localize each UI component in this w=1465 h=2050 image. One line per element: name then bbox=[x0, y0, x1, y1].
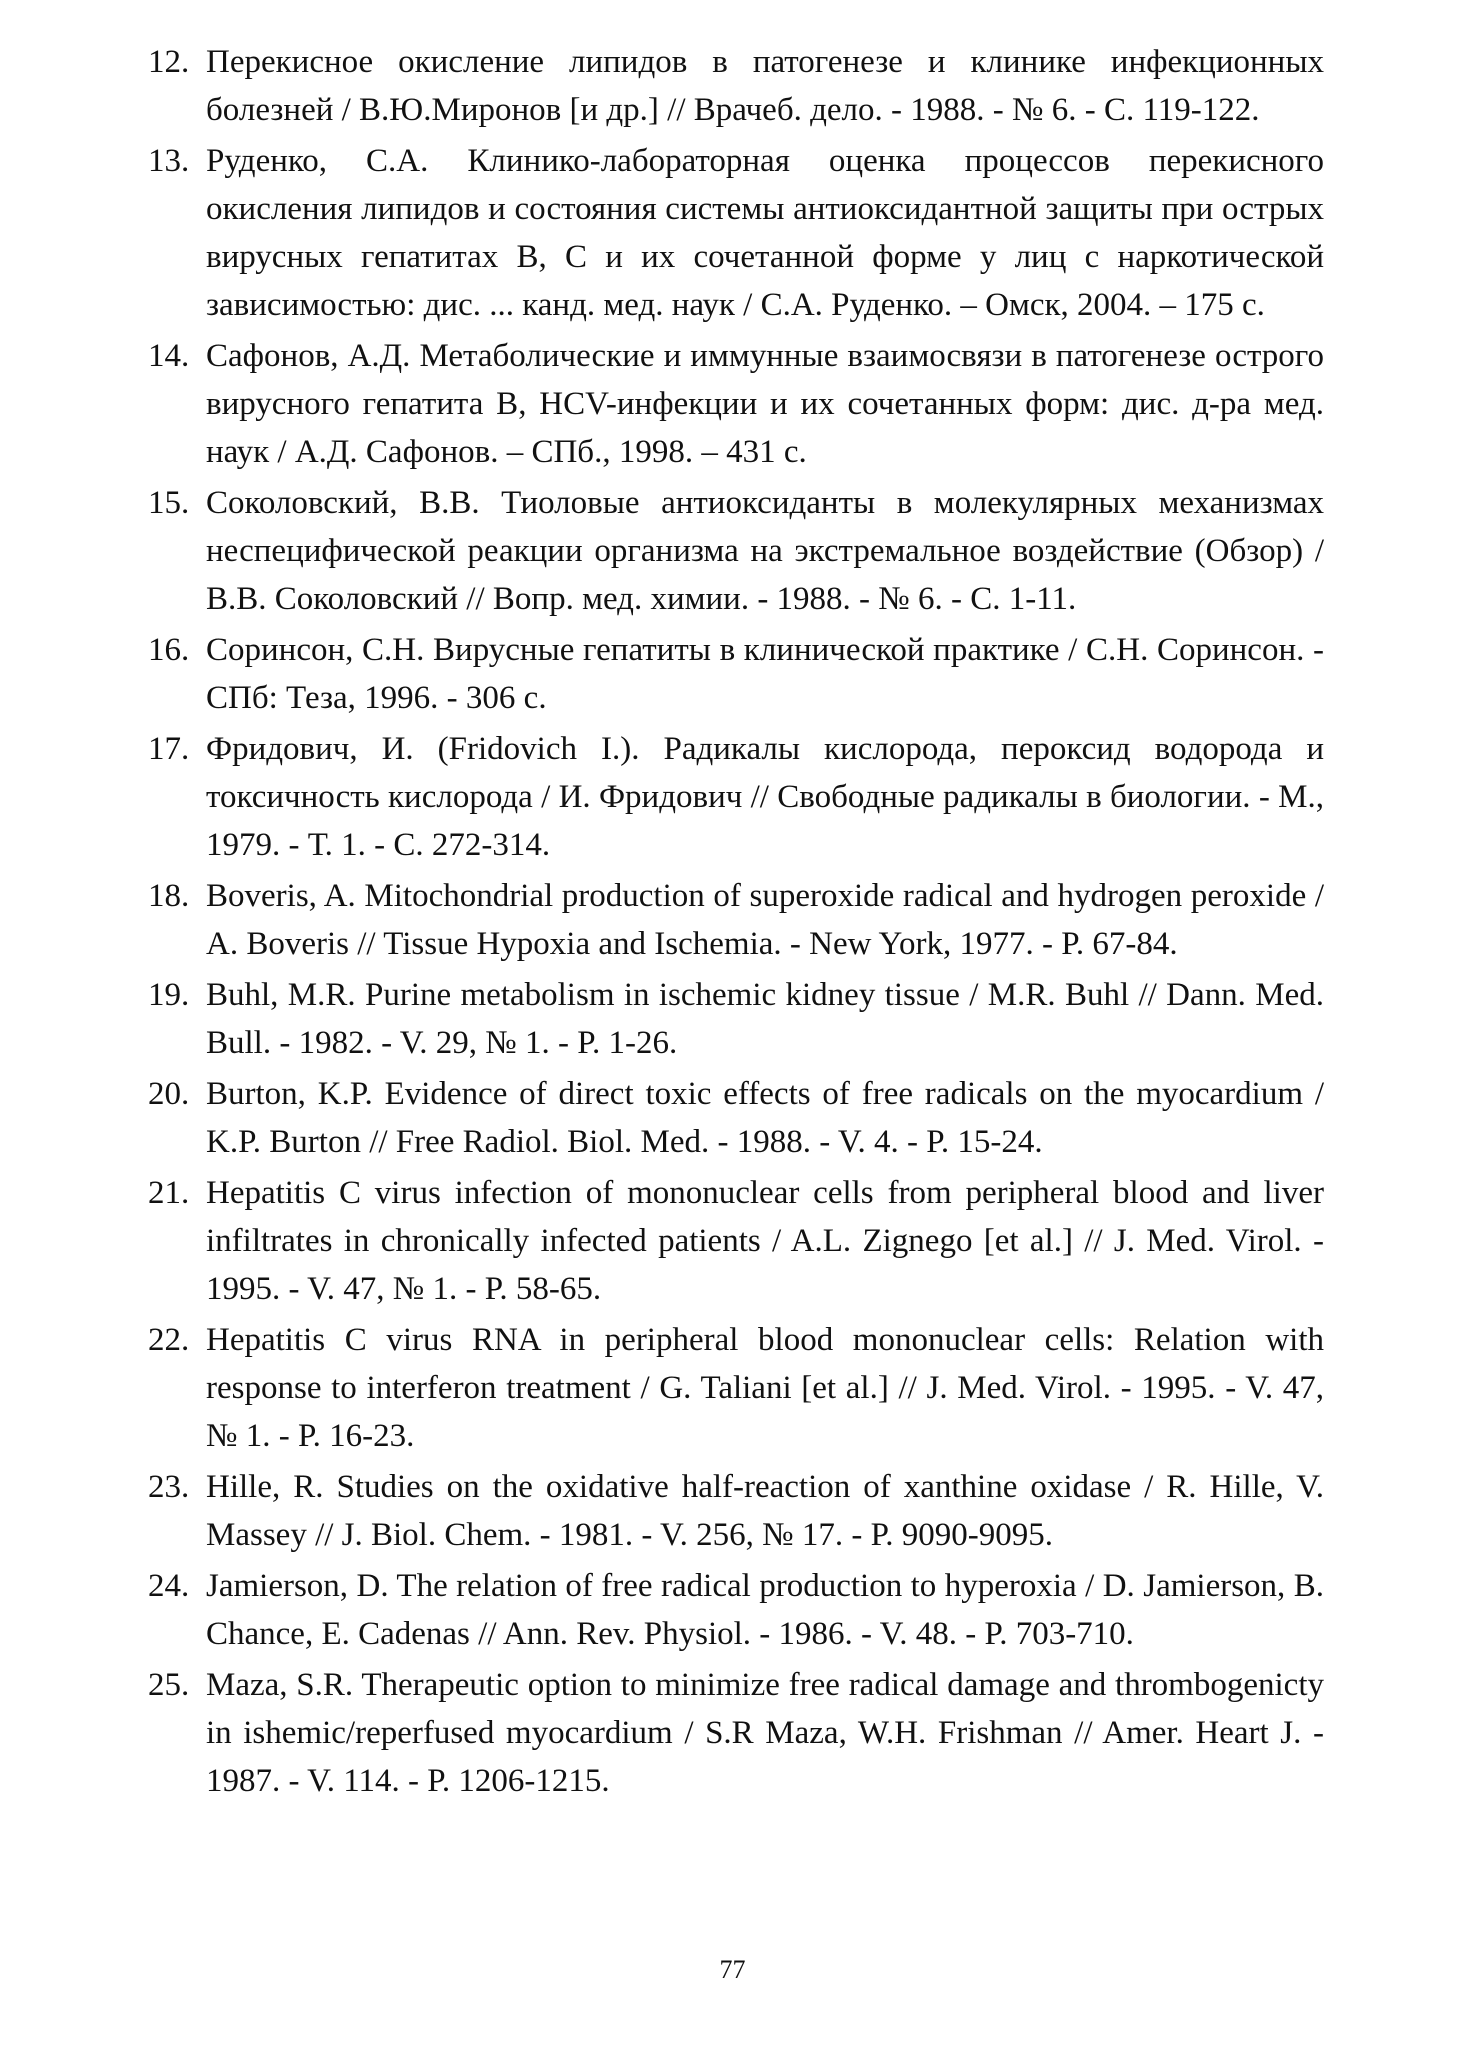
reference-text: Hepatitis C virus RNA in peripheral blood mononuclear cells: Relation with response to interferon treatment / G. Taliani [et al.] // J. Med. Virol. - 1995. - V. 47, № 1. - P. 16-23. bbox=[206, 1322, 1324, 1454]
reference-text: Maza, S.R. Therapeutic option to minimize free radical damage and thrombogenicty in ishemic/reperfused myocardium / S.R Maza, W.H. Frishman // Amer. Heart J. - 1987. - V. 114. - P. 1206-1215. bbox=[206, 1667, 1324, 1799]
reference-item-22 bbox=[148, 1316, 1324, 1460]
reference-text: Соколовский, В.В. Тиоловые антиоксиданты в молекулярных механизмах неспецифической реакции организма на экстремальное воздействие (Обзор) / В.В. Соколовский // Вопр. мед. химии. - 1988. - № 6. - С. 1-11. bbox=[206, 485, 1324, 617]
reference-text: Соринсон, С.Н. Вирусные гепатиты в клинической практике / С.Н. Соринсон. - СПб: Теза, 1996. - 306 с. bbox=[206, 632, 1324, 716]
reference-text: Boveris, A. Mitochondrial production of superoxide radical and hydrogen peroxide / A. Boveris // Tissue Hypoxia and Ischemia. - New York, 1977. - P. 67-84. bbox=[206, 878, 1324, 962]
reference-item-15 bbox=[148, 479, 1324, 623]
reference-number: 24. bbox=[148, 1568, 190, 1604]
reference-text: Сафонов, А.Д. Метаболические и иммунные взаимосвязи в патогенезе острого вирусного гепатита В, HCV-инфекции и их сочетанных форм: дис. д-ра мед. наук / А.Д. Сафонов. – СПб., 1998. – 431 с. bbox=[206, 338, 1324, 470]
reference-item-20 bbox=[148, 1070, 1324, 1166]
reference-text: Buhl, M.R. Purine metabolism in ischemic kidney tissue / M.R. Buhl // Dann. Med. Bull. - 1982. - V. 29, № 1. - P. 1-26. bbox=[206, 977, 1324, 1061]
reference-item-13 bbox=[148, 137, 1324, 329]
reference-item-19 bbox=[148, 971, 1324, 1067]
reference-item-12 bbox=[148, 38, 1324, 134]
page-number: 77 bbox=[719, 1955, 746, 1984]
reference-item-17 bbox=[148, 725, 1324, 869]
reference-number: 13. bbox=[148, 143, 190, 179]
reference-item-23 bbox=[148, 1463, 1324, 1559]
reference-number: 20. bbox=[148, 1076, 190, 1112]
reference-number: 14. bbox=[148, 338, 190, 374]
reference-text: Burton, K.P. Evidence of direct toxic effects of free radicals on the myocardium / K.P. Burton // Free Radiol. Biol. Med. - 1988. - V. 4. - P. 15-24. bbox=[206, 1076, 1324, 1160]
reference-item-18 bbox=[148, 872, 1324, 968]
reference-text: Руденко, С.А. Клинико-лабораторная оценка процессов перекисного окисления липидов и состояния системы антиоксидантной защиты при острых вирусных гепатитах В, С и их сочетанной форме у лиц с наркотической зависимостью: дис. ... канд. мед. наук / С.А. Руденко. – Омск, 2004. – 175 с. bbox=[206, 143, 1324, 323]
reference-text: Hepatitis C virus infection of mononuclear cells from peripheral blood and liver infiltrates in chronically infected patients / A.L. Zignego [et al.] // J. Med. Virol. - 1995. - V. 47, № 1. - P. 58-65. bbox=[206, 1175, 1324, 1307]
reference-item-25 bbox=[148, 1661, 1324, 1805]
reference-text: Фридович, И. (Fridovich I.). Радикалы кислорода, пероксид водорода и токсичность кислорода / И. Фридович // Свободные радикалы в биологии. - М., 1979. - Т. 1. - С. 272-314. bbox=[206, 731, 1324, 863]
reference-number: 15. bbox=[148, 485, 190, 521]
reference-number: 12. bbox=[148, 44, 190, 80]
reference-number: 17. bbox=[148, 731, 190, 767]
reference-item-16 bbox=[148, 626, 1324, 722]
reference-number: 22. bbox=[148, 1322, 190, 1358]
reference-number: 18. bbox=[148, 878, 190, 914]
reference-number: 16. bbox=[148, 632, 190, 668]
reference-number: 19. bbox=[148, 977, 190, 1013]
reference-number: 21. bbox=[148, 1175, 190, 1211]
reference-text: Jamierson, D. The relation of free radical production to hyperoxia / D. Jamierson, B. Chance, E. Cadenas // Ann. Rev. Physiol. - 1986. - V. 48. - P. 703-710. bbox=[206, 1568, 1324, 1652]
reference-item-21 bbox=[148, 1169, 1324, 1313]
reference-item-14 bbox=[148, 332, 1324, 476]
reference-number: 25. bbox=[148, 1667, 190, 1703]
reference-number: 23. bbox=[148, 1469, 190, 1505]
reference-text: Перекисное окисление липидов в патогенезе и клинике инфекционных болезней / В.Ю.Миронов [и др.] // Врачеб. дело. - 1988. - № 6. - С. 119-122. bbox=[206, 44, 1324, 128]
reference-item-24 bbox=[148, 1562, 1324, 1658]
reference-text: Hille, R. Studies on the oxidative half-reaction of xanthine oxidase / R. Hille, V. Massey // J. Biol. Chem. - 1981. - V. 256, № 17. - P. 9090-9095. bbox=[206, 1469, 1324, 1553]
reference-list bbox=[148, 38, 1324, 1808]
